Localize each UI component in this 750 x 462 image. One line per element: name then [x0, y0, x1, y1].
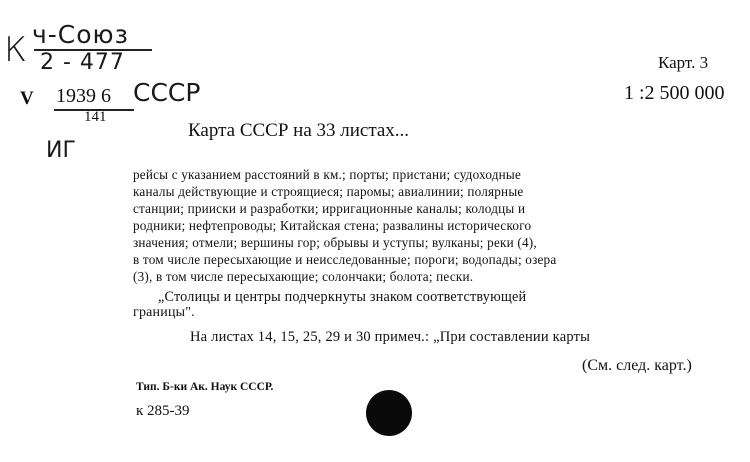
- card-title: Карта СССР на 33 листах...: [188, 120, 410, 141]
- map-scale: 1 :2 500 000: [624, 82, 725, 104]
- note-line-2: границы".: [133, 305, 195, 320]
- body-line-1: рейсы с указанием расстояний в км.; порты; пристани; судоходные: [133, 167, 522, 182]
- body-line-5: значения; отмели; вершины гор; обрывы и уступы; вулканы; реки (4),: [133, 235, 537, 250]
- body-line-2: каналы действующие и строящиеся; паромы; авиалинии; полярные: [133, 184, 524, 199]
- body-line-3: станции; прииски и разработки; ирригационные каналы; колодцы и: [133, 201, 526, 216]
- body-line-4: родники; нефтепроводы; Китайская стена; развалины исторического: [133, 218, 532, 233]
- department-mark: ИГ: [46, 138, 76, 163]
- continued-note: (См. след. карт.): [582, 357, 692, 374]
- card-number: Карт. 3: [658, 53, 709, 72]
- sheets-line: На листах 14, 15, 25, 29 и 30 примеч.: „При составлении карты: [190, 329, 591, 345]
- body-line-7: (3), в том числе пересыхающие; солончаки; болота; пески.: [133, 269, 474, 284]
- call-number-second-line: 2 - 477: [40, 50, 125, 75]
- punch-hole: [366, 390, 412, 436]
- v-mark: V: [20, 88, 34, 109]
- year-number: 1939 6: [56, 85, 111, 107]
- printer-imprint: Тип. Б-ки Ак. Наук СССР.: [136, 381, 274, 393]
- call-number-superscript: ч-Союз: [32, 20, 129, 49]
- call-number-prefix: К: [4, 30, 27, 70]
- sub-number: 141: [84, 109, 107, 125]
- note-line-1: „Столицы и центры подчеркнуты знаком соответствующей: [158, 289, 527, 305]
- body-line-6: в том числе пересыхающие и неисследованные; пороги; водопады; озера: [133, 252, 557, 267]
- order-number: к 285-39: [136, 403, 190, 419]
- country-label: СССР: [133, 78, 201, 107]
